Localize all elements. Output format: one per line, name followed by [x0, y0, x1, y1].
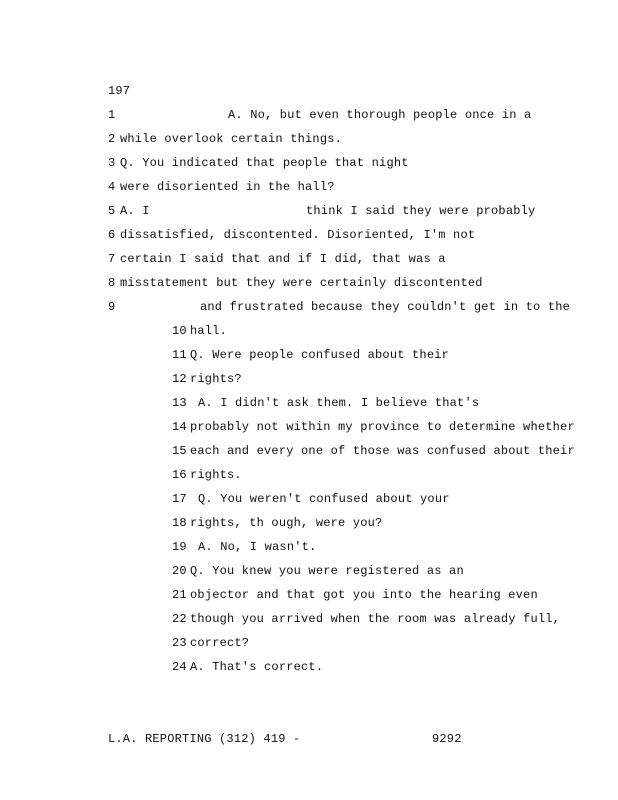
transcript-text: though you arrived when the room was already full, — [190, 612, 561, 626]
line-number: 13 — [172, 396, 187, 410]
transcript-text: hall. — [190, 324, 228, 338]
line-number: 3 — [108, 156, 116, 170]
line-number: 6 — [108, 228, 116, 242]
line-number: 15 — [172, 444, 187, 458]
transcript-text: rights, th ough, were you? — [190, 516, 383, 530]
transcript-text: A. That's correct. — [190, 660, 324, 674]
line-number: 4 — [108, 180, 116, 194]
line-number: 14 — [172, 420, 187, 434]
transcript-text: Q. Were people confused about their — [190, 348, 450, 362]
line-number: 24 — [172, 660, 187, 674]
transcript-text: misstatement but they were certainly discontented — [120, 276, 483, 290]
transcript-text: probably not within my province to determine whether — [190, 420, 575, 434]
page-number: 197 — [108, 84, 131, 98]
footer-reporter: L.A. REPORTING (312) 419 - — [108, 732, 301, 746]
line-number: 17 — [172, 492, 187, 506]
line-number: 23 — [172, 636, 187, 650]
line-number: 5 — [108, 204, 116, 218]
transcript-text: certain I said that and if I did, that was a — [120, 252, 446, 266]
line-number: 21 — [172, 588, 187, 602]
transcript-text: Q. You knew you were registered as an — [190, 564, 464, 578]
line-number: 20 — [172, 564, 187, 578]
transcript-text: each and every one of those was confused about their — [190, 444, 575, 458]
transcript-text: A. I didn't ask them. I believe that's — [198, 396, 480, 410]
line-number: 16 — [172, 468, 187, 482]
line-number: 12 — [172, 372, 187, 386]
transcript-text: dissatisfied, discontented. Disoriented, I'm not — [120, 228, 476, 242]
transcript-text-continued: think I said they were probably — [306, 204, 536, 218]
transcript-text: A. No, I wasn't. — [198, 540, 317, 554]
transcript-text: correct? — [190, 636, 250, 650]
transcript-text: rights? — [190, 372, 242, 386]
transcript-text: objector and that got you into the hearing even — [190, 588, 538, 602]
transcript-text: rights. — [190, 468, 242, 482]
footer-number: 9292 — [432, 732, 462, 746]
line-number: 10 — [172, 324, 187, 338]
line-number: 18 — [172, 516, 187, 530]
line-number: 22 — [172, 612, 187, 626]
transcript-text: Q. You weren't confused about your — [198, 492, 450, 506]
line-number: 7 — [108, 252, 116, 266]
line-number: 8 — [108, 276, 116, 290]
transcript-text: were disoriented in the hall? — [120, 180, 335, 194]
transcript-text: A. I — [120, 204, 150, 218]
transcript-text: A. No, but even thorough people once in a — [228, 108, 532, 122]
line-number: 1 — [108, 108, 116, 122]
line-number: 2 — [108, 132, 116, 146]
transcript-text: while overlook certain things. — [120, 132, 343, 146]
transcript-text: Q. You indicated that people that night — [120, 156, 409, 170]
transcript-text: and frustrated because they couldn't get in to the — [200, 300, 571, 314]
line-number: 19 — [172, 540, 187, 554]
line-number: 11 — [172, 348, 187, 362]
line-number: 9 — [108, 300, 116, 314]
